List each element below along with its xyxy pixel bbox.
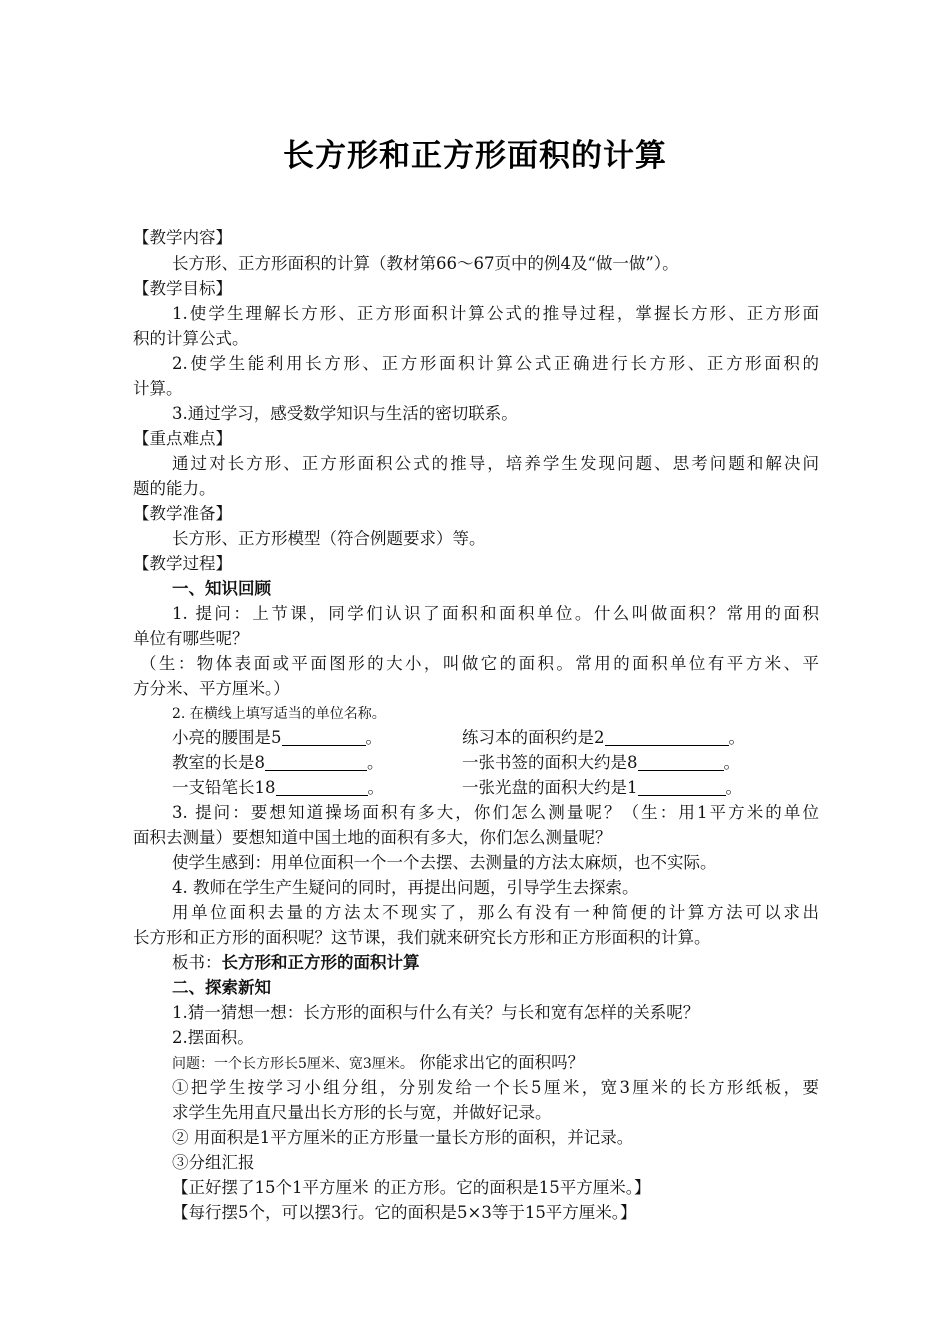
explore-step-2: 2.摆面积。 bbox=[172, 1028, 254, 1047]
paragraph-content: 长方形、正方形面积的计算（教材第66～67页中的例4及“做一做”）。 bbox=[172, 254, 679, 273]
transition-line-2: 长方形和正方形的面积呢？这节课，我们就来研究长方形和正方形面积的计算。 bbox=[133, 928, 711, 947]
activity-1-line-2: 求学生先用直尺量出长方形的长与宽，并做好记录。 bbox=[172, 1103, 552, 1122]
goal-2-line-1: 2.使学生能利用长方形、正方形面积计算公式正确进行长方形、正方形面积的 bbox=[172, 354, 819, 373]
fill-item-3: 教室的长是8 。 bbox=[172, 753, 384, 772]
answer-blank[interactable] bbox=[282, 727, 366, 746]
section-heading-preparation: 【教学准备】 bbox=[133, 504, 232, 523]
goal-1-line-1: 1.使学生理解长方形、正方形面积计算公式的推导过程，掌握长方形、正方形面 bbox=[172, 304, 819, 323]
answer-blank[interactable] bbox=[638, 777, 726, 796]
section-heading-process: 【教学过程】 bbox=[133, 554, 232, 573]
transition-line-1: 用单位面积去量的方法太不现实了，那么有没有一种简便的计算方法可以求出 bbox=[172, 903, 819, 922]
report-2: 【每行摆5个，可以摆3行。它的面积是5×3等于15平方厘米。】 bbox=[172, 1203, 637, 1222]
activity-3: ③分组汇报 bbox=[172, 1153, 255, 1172]
answer-blank[interactable] bbox=[605, 727, 729, 746]
question-1-line-2: 单位有哪些呢？ bbox=[133, 629, 249, 648]
fill-item-6: 一张光盘的面积大约是1 。 bbox=[462, 778, 742, 797]
subheading-review: 一、知识回顾 bbox=[172, 579, 271, 598]
question-3-line-1: 3. 提问：要想知道操场面积有多大，你们怎么测量呢？（生：用1平方米的单位 bbox=[172, 803, 819, 822]
goal-3: 3.通过学习，感受数学知识与生活的密切联系。 bbox=[172, 404, 518, 423]
question-3-line-2: 面积去测量）要想知道中国土地的面积有多大，你们怎么测量呢？ bbox=[133, 828, 612, 847]
section-heading-goals: 【教学目标】 bbox=[133, 279, 232, 298]
section-heading-key-points: 【重点难点】 bbox=[133, 429, 232, 448]
subheading-explore: 二、探索新知 bbox=[172, 978, 271, 997]
goal-2-line-2: 计算。 bbox=[133, 379, 183, 398]
answer-blank[interactable] bbox=[276, 777, 368, 796]
problem-statement: 问题：一个长方形长5厘米、宽3厘米。 你能求出它的面积吗？ bbox=[172, 1053, 585, 1072]
goal-1-line-2: 积的计算公式。 bbox=[133, 329, 249, 348]
preparation-text: 长方形、正方形模型（符合例题要求）等。 bbox=[172, 529, 486, 548]
report-1: 【正好摆了15个1平方厘米 的正方形。它的面积是15平方厘米。】 bbox=[172, 1178, 651, 1197]
board-title: 板书：长方形和正方形的面积计算 bbox=[172, 953, 420, 972]
fill-item-4: 一张书签的面积大约是8 。 bbox=[462, 753, 740, 772]
key-points-line-1: 通过对长方形、正方形面积公式的推导，培养学生发现问题、思考问题和解决问 bbox=[172, 454, 819, 473]
section-heading-content: 【教学内容】 bbox=[133, 228, 232, 247]
answer-line-2: 方分米、平方厘米。） bbox=[133, 679, 290, 698]
paragraph-feeling: 使学生感到：用单位面积一个一个去摆、去测量的方法太麻烦，也不实际。 bbox=[172, 853, 717, 872]
fill-item-5: 一支铅笔长18 。 bbox=[172, 778, 384, 797]
answer-blank[interactable] bbox=[638, 752, 724, 771]
fill-item-1: 小亮的腰围是5 。 bbox=[172, 728, 382, 747]
key-points-line-2: 题的能力。 bbox=[133, 479, 216, 498]
explore-step-1: 1.猜一猜想一想：长方形的面积与什么有关？与长和宽有怎样的关系呢？ bbox=[172, 1003, 700, 1022]
question-2: 2. 在横线上填写适当的单位名称。 bbox=[172, 706, 386, 722]
activity-2: ② 用面积是1平方厘米的正方形量一量长方形的面积，并记录。 bbox=[172, 1128, 634, 1147]
answer-blank[interactable] bbox=[265, 752, 367, 771]
question-4: 4. 教师在学生产生疑问的同时，再提出问题，引导学生去探索。 bbox=[172, 878, 639, 897]
activity-1-line-1: ①把学生按学习小组分组，分别发给一个长5厘米，宽3厘米的长方形纸板，要 bbox=[172, 1078, 819, 1097]
answer-line-1: （生：物体表面或平面图形的大小，叫做它的面积。常用的面积单位有平方米、平 bbox=[140, 654, 819, 673]
document-title: 长方形和正方形面积的计算 bbox=[283, 138, 667, 174]
question-1-line-1: 1. 提问：上节课，同学们认识了面积和面积单位。什么叫做面积？常用的面积 bbox=[172, 604, 819, 623]
fill-item-2: 练习本的面积约是2 。 bbox=[462, 728, 745, 747]
